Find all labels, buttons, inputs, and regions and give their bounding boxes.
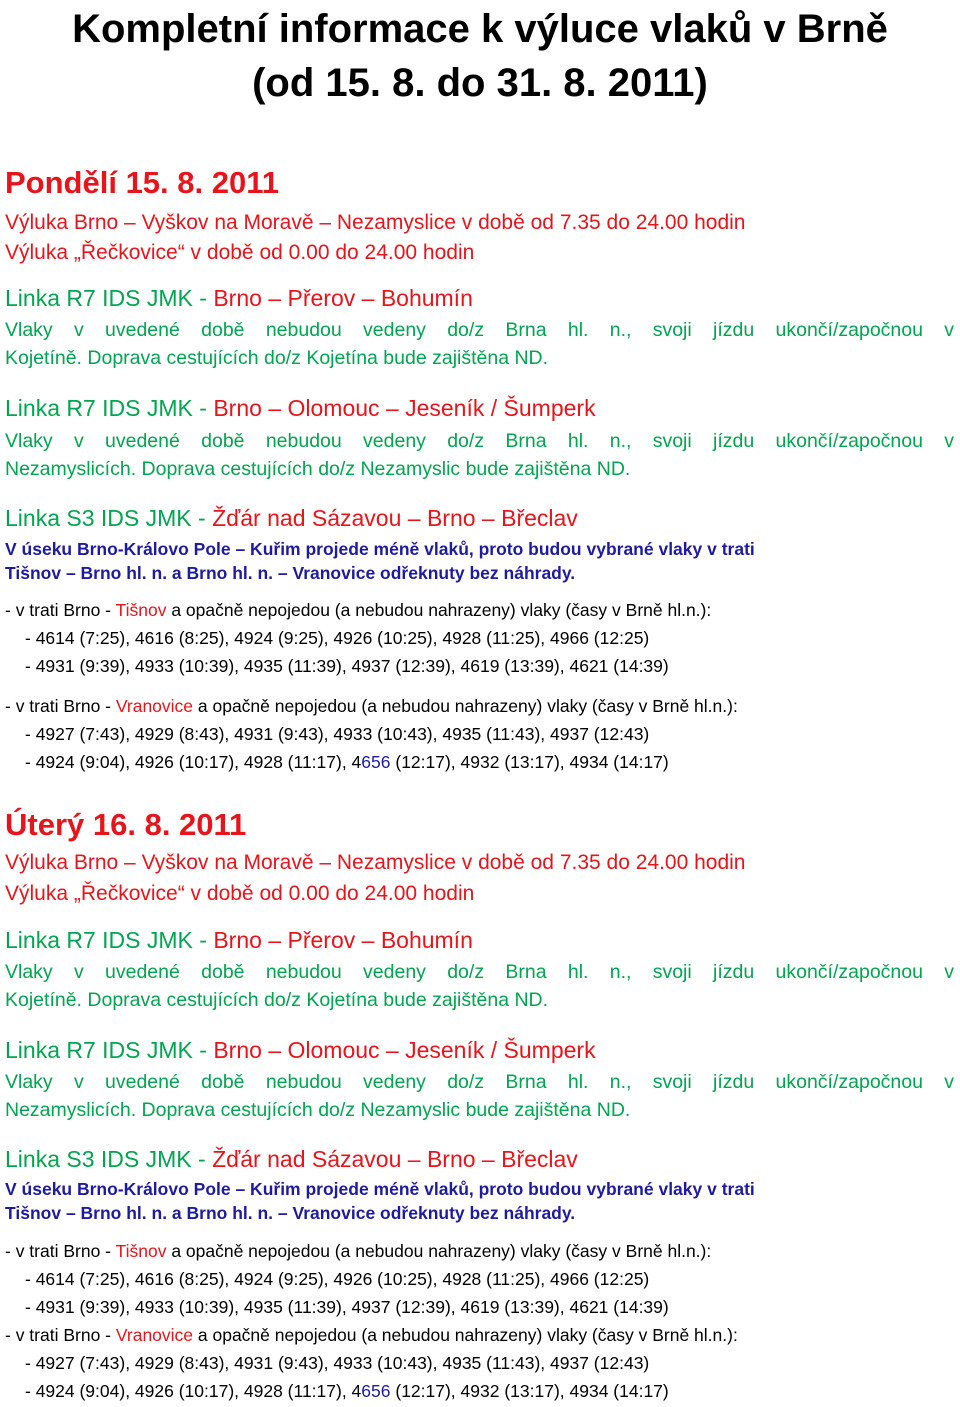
text-line: Vlaky v uvedené době nebudou vedeny do/z Brna hl. n., svoji jízdu ukončí/započnou v bbox=[5, 430, 954, 452]
text-line: Nezamyslicích. Doprava cestujících do/z Nezamyslic bude zajištěna ND. bbox=[5, 458, 631, 480]
text-line: Nezamyslicích. Doprava cestujících do/z Nezamyslic bude zajištěna ND. bbox=[5, 1099, 631, 1121]
text-part: a opačně nepojedou (a nebudou nahrazeny) vlaky (časy v Brně hl.n.): bbox=[166, 600, 712, 620]
train-number-highlight: 656 bbox=[361, 752, 391, 772]
text-line: Vlaky v uvedené době nebudou vedeny do/z Brna hl. n., svoji jízdu ukončí/započnou v bbox=[5, 319, 954, 341]
day-heading: Pondělí 15. 8. 2011 bbox=[5, 165, 279, 200]
place-name: Tišnov bbox=[115, 600, 167, 620]
closure-notice: Výluka „Řečkovice“ v době od 0.00 do 24.00 hodin bbox=[5, 882, 475, 905]
title-line-1: Kompletní informace k výluce vlaků v Brně bbox=[72, 7, 888, 51]
cancelled-trains-intro bbox=[5, 1237, 954, 1265]
cancelled-trains-vranovice bbox=[5, 1321, 954, 1405]
line-route: Žďár nad Sázavou – Brno – Břeclav bbox=[212, 505, 578, 531]
line-heading-r7-bohumin bbox=[5, 925, 954, 955]
line-heading-s3 bbox=[5, 1144, 954, 1174]
line-route: Brno – Přerov – Bohumín bbox=[213, 927, 473, 953]
line-prefix: Linka R7 IDS JMK - bbox=[5, 1037, 214, 1063]
cancelled-trains-intro bbox=[5, 596, 954, 624]
line-description bbox=[5, 316, 954, 372]
line-heading-r7-sumperk bbox=[5, 1035, 954, 1065]
line-prefix: Linka R7 IDS JMK - bbox=[5, 395, 214, 421]
closure-notice: Výluka Brno – Vyškov na Moravě – Nezamyslice v době od 7.35 do 24.00 hodin bbox=[5, 851, 746, 874]
cancelled-trains-tisnov bbox=[5, 596, 954, 680]
text-line: Kojetíně. Doprava cestujících do/z Kojetína bude zajištěna ND. bbox=[5, 347, 549, 369]
train-list-row: - 4614 (7:25), 4616 (8:25), 4924 (9:25), 4926 (10:25), 4928 (11:25), 4966 (12:25) bbox=[25, 628, 650, 648]
train-number-highlight: 656 bbox=[361, 1381, 391, 1401]
text-part: - 4924 (9:04), 4926 (10:17), 4928 (11:17), 4 bbox=[25, 1381, 362, 1401]
text-part: - v trati Brno - bbox=[5, 696, 116, 716]
cancelled-trains-intro bbox=[5, 692, 954, 720]
text-part: a opačně nepojedou (a nebudou nahrazeny) vlaky (časy v Brně hl.n.): bbox=[193, 696, 738, 716]
train-list-row: - 4931 (9:39), 4933 (10:39), 4935 (11:39), 4937 (12:39), 4619 (13:39), 4621 (14:39) bbox=[25, 656, 669, 676]
s3-note bbox=[5, 1177, 954, 1225]
text-line: Vlaky v uvedené době nebudou vedeny do/z Brna hl. n., svoji jízdu ukončí/započnou v bbox=[5, 961, 954, 983]
train-list-row: - 4927 (7:43), 4929 (8:43), 4931 (9:43), 4933 (10:43), 4935 (11:43), 4937 (12:43) bbox=[25, 724, 650, 744]
closure-notice: Výluka „Řečkovice“ v době od 0.00 do 24.00 hodin bbox=[5, 241, 475, 264]
line-description bbox=[5, 958, 954, 1014]
line-route: Brno – Olomouc – Jeseník / Šumperk bbox=[213, 1037, 596, 1063]
text-part: (12:17), 4932 (13:17), 4934 (14:17) bbox=[390, 1381, 669, 1401]
document-title bbox=[0, 0, 960, 110]
train-list-row: - 4931 (9:39), 4933 (10:39), 4935 (11:39), 4937 (12:39), 4619 (13:39), 4621 (14:39) bbox=[25, 1297, 669, 1317]
text-line: V úseku Brno-Královo Pole – Kuřim projede méně vlaků, proto budou vybrané vlaky v trati bbox=[5, 539, 755, 559]
text-part: - v trati Brno - bbox=[5, 1325, 116, 1345]
s3-note bbox=[5, 537, 954, 585]
line-route: Žďár nad Sázavou – Brno – Břeclav bbox=[212, 1146, 578, 1172]
line-description bbox=[5, 1068, 954, 1124]
text-line: V úseku Brno-Královo Pole – Kuřim projede méně vlaků, proto budou vybrané vlaky v trati bbox=[5, 1179, 755, 1199]
text-part: - 4924 (9:04), 4926 (10:17), 4928 (11:17), 4 bbox=[25, 752, 362, 772]
text-part: (12:17), 4932 (13:17), 4934 (14:17) bbox=[390, 752, 669, 772]
place-name: Tišnov bbox=[115, 1241, 167, 1261]
text-line: Kojetíně. Doprava cestujících do/z Kojetína bude zajištěna ND. bbox=[5, 989, 549, 1011]
text-part: - v trati Brno - bbox=[5, 600, 116, 620]
line-route: Brno – Olomouc – Jeseník / Šumperk bbox=[213, 395, 596, 421]
line-prefix: Linka R7 IDS JMK - bbox=[5, 285, 214, 311]
title-line-2: (od 15. 8. do 31. 8. 2011) bbox=[252, 61, 708, 105]
line-heading-r7-bohumin bbox=[5, 283, 954, 313]
train-list-row: - 4927 (7:43), 4929 (8:43), 4931 (9:43), 4933 (10:43), 4935 (11:43), 4937 (12:43) bbox=[25, 1353, 650, 1373]
line-heading-r7-sumperk bbox=[5, 393, 954, 423]
text-part: a opačně nepojedou (a nebudou nahrazeny) vlaky (časy v Brně hl.n.): bbox=[166, 1241, 712, 1261]
line-prefix: Linka S3 IDS JMK - bbox=[5, 1146, 213, 1172]
train-list-row bbox=[5, 748, 954, 776]
line-route: Brno – Přerov – Bohumín bbox=[213, 285, 473, 311]
day-heading: Úterý 16. 8. 2011 bbox=[5, 807, 247, 842]
line-prefix: Linka S3 IDS JMK - bbox=[5, 505, 213, 531]
text-line: Tišnov – Brno hl. n. a Brno hl. n. – Vranovice odřeknuty bez náhrady. bbox=[5, 1203, 576, 1223]
text-part: - v trati Brno - bbox=[5, 1241, 116, 1261]
line-description bbox=[5, 427, 954, 483]
text-line: Vlaky v uvedené době nebudou vedeny do/z Brna hl. n., svoji jízdu ukončí/započnou v bbox=[5, 1071, 954, 1093]
place-name: Vranovice bbox=[115, 696, 194, 716]
cancelled-trains-vranovice bbox=[5, 692, 954, 776]
text-part: a opačně nepojedou (a nebudou nahrazeny) vlaky (časy v Brně hl.n.): bbox=[193, 1325, 738, 1345]
place-name: Vranovice bbox=[115, 1325, 194, 1345]
train-list-row bbox=[5, 1377, 954, 1405]
text-line: Tišnov – Brno hl. n. a Brno hl. n. – Vranovice odřeknuty bez náhrady. bbox=[5, 563, 576, 583]
line-prefix: Linka R7 IDS JMK - bbox=[5, 927, 214, 953]
cancelled-trains-tisnov bbox=[5, 1237, 954, 1321]
cancelled-trains-intro bbox=[5, 1321, 954, 1349]
line-heading-s3 bbox=[5, 503, 954, 533]
train-list-row: - 4614 (7:25), 4616 (8:25), 4924 (9:25), 4926 (10:25), 4928 (11:25), 4966 (12:25) bbox=[25, 1269, 650, 1289]
closure-notice: Výluka Brno – Vyškov na Moravě – Nezamyslice v době od 7.35 do 24.00 hodin bbox=[5, 211, 746, 234]
